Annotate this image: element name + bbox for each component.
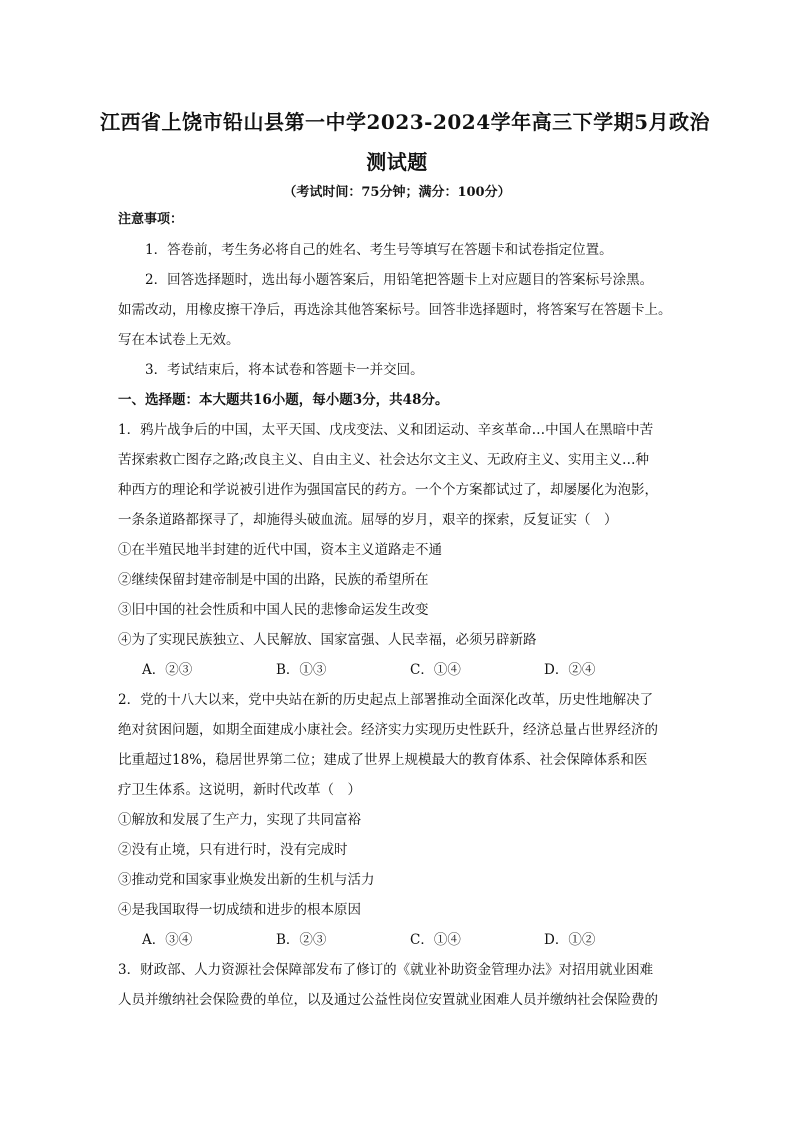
question-1-options: [118, 655, 678, 685]
question-3-line: 3．财政部、人力资源社会保障部发布了修订的《就业补助资金管理办法》对招用就业困难: [118, 962, 654, 978]
exam-body: [118, 205, 678, 1015]
question-3-line: 人员并缴纳社会保险费的单位，以及通过公益性岗位安置就业困难人员并缴纳社会保险费的: [118, 992, 658, 1008]
option-d: D．①②: [544, 932, 596, 948]
notes-item-2: 2．回答选择题时，选出每小题答案后，用铅笔把答题卡上对应题目的答案标号涂黑。: [145, 272, 654, 288]
question-2-statement: ②没有止境，只有进行时，没有完成时: [118, 842, 348, 858]
question-2-options: [118, 925, 678, 955]
question-2-line: 绝对贫困问题，如期全面建成小康社会。经济实力实现历史性跃升，经济总量占世界经济的: [118, 722, 658, 738]
option-d: D．②④: [544, 662, 596, 678]
option-a: A．③④: [142, 932, 193, 948]
question-1-line: 一条条道路都探寻了，却施得头破血流。屈辱的岁月，艰辛的探索，反复证实（ ）: [118, 512, 618, 528]
question-1-statement: ②继续保留封建帝制是中国的出路，民族的希望所在: [118, 572, 429, 588]
question-1-line: 1．鸦片战争后的中国，太平天国、戊戌变法、义和团运动、辛亥革命…中国人在黑暗中苦: [118, 422, 654, 438]
exam-info: （考试时间：75分钟；满分：100分）: [283, 185, 511, 200]
question-1-statement: ①在半殖民地半封建的近代中国，资本主义道路走不通: [118, 542, 442, 558]
question-1-statement: ④为了实现民族独立、人民解放、国家富强、人民幸福，必须另辟新路: [118, 632, 537, 648]
question-1-line: 苦探索救亡图存之路;改良主义、自由主义、社会达尔文主义、无政府主义、实用主义…种: [118, 452, 650, 468]
question-2-line: 2．党的十八大以来，党中央站在新的历史起点上部署推动全面深化改革，历史性地解决了: [118, 692, 654, 708]
notes-item-1: 1．答卷前，考生务必将自己的姓名、考生号等填写在答题卡和试卷指定位置。: [145, 242, 613, 258]
option-c: C．①④: [410, 662, 461, 678]
option-a: A．②③: [142, 662, 193, 678]
question-2-statement: ①解放和发展了生产力，实现了共同富裕: [118, 812, 361, 828]
option-b: B．①③: [276, 662, 327, 678]
notes-item-2-cont: 如需改动，用橡皮擦干净后，再选涂其他答案标号。回答非选择题时，将答案写在答题卡上。: [118, 302, 672, 318]
exam-title-line1: 江西省上饶市铅山县第一中学2023-2024学年高三下学期5月政治: [100, 110, 711, 134]
question-1-statement: ③旧中国的社会性质和中国人民的悲惨命运发生改变: [118, 602, 429, 618]
section-heading: 一、选择题：本大题共16小题，每小题3分，共48分。: [118, 392, 449, 408]
notes-heading: 注意事项：: [118, 212, 184, 227]
notes-item-2-end: 写在本试卷上无效。: [118, 332, 240, 348]
notes-item-3: 3．考试结束后，将本试卷和答题卡一并交回。: [145, 362, 424, 378]
question-2-line: 疗卫生体系。这说明，新时代改革（ ）: [118, 782, 361, 798]
option-c: C．①④: [410, 932, 461, 948]
question-1-line: 种西方的理论和学说被引进作为强国富民的药方。一个个方案都试过了，却屡屡化为泡影，: [118, 482, 658, 498]
exam-title-line2: 测试题: [366, 150, 428, 174]
question-2-line: 比重超过18%，稳居世界第二位；建成了世界上规模最大的教育体系、社会保障体系和医: [118, 752, 648, 768]
question-2-statement: ④是我国取得一切成绩和进步的根本原因: [118, 902, 361, 918]
option-b: B．②③: [276, 932, 327, 948]
question-2-statement: ③推动党和国家事业焕发出新的生机与活力: [118, 872, 375, 888]
